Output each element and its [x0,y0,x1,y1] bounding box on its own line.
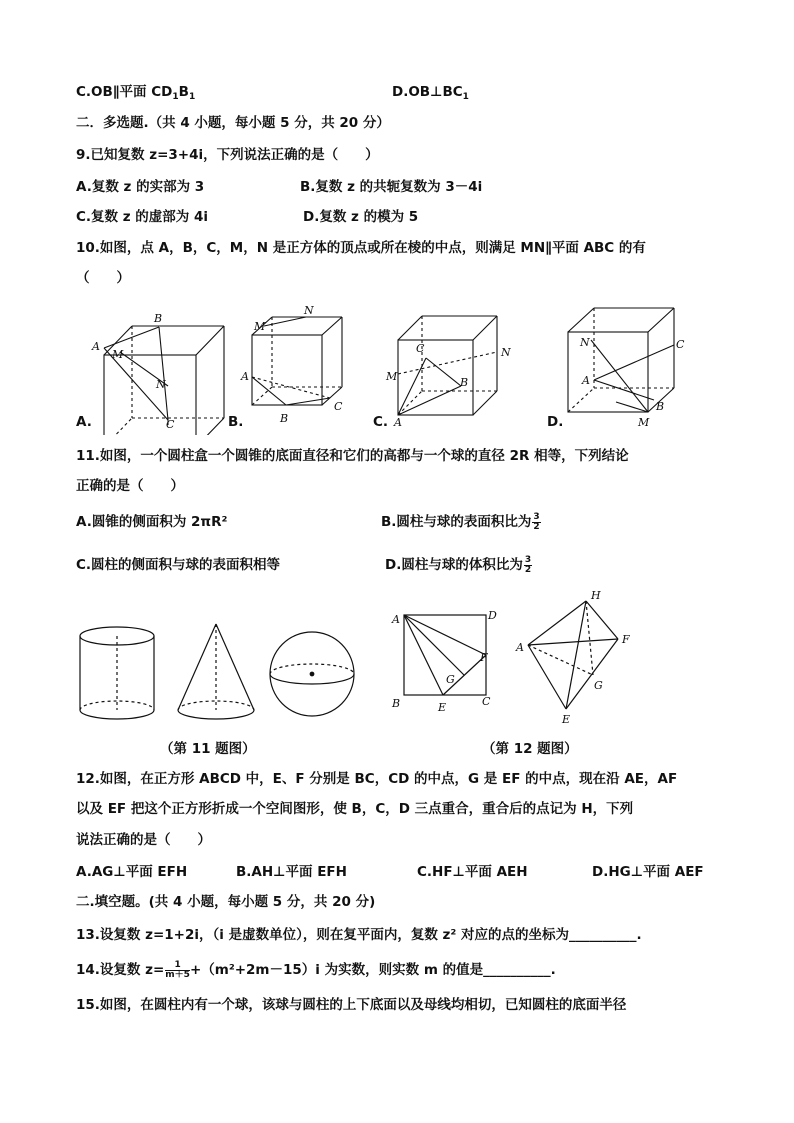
q8-option-d: $D.OB\perp BC_1$ [392,84,469,102]
svg-text:B: B [280,412,289,425]
q11-option-b: B.圆柱与球的表面积比为 $\frac{3}{2}$ [381,511,540,532]
q12-option-b: B.AH⊥平面 EFH [236,864,347,880]
tetrahedron-ahef [515,589,630,726]
label-m: M [112,348,124,361]
q9-stem: 9.已知复数 z=3+4i，下列说法正确的是（ ） [76,147,379,163]
q12-figure-caption: （第 12 题图） [482,741,578,757]
q11-figure-caption: （第 11 题图） [160,741,256,757]
svg-text:C: C [482,695,491,708]
svg-text:C: C [334,400,343,413]
svg-text:B: B [656,400,665,413]
q10-figure-label-b: B. [228,414,244,430]
cube-figure-a [91,312,224,435]
q9-option-d: D.复数 z 的模为 5 [303,209,419,225]
q11-stem-line2: 正确的是（ ） [76,478,184,494]
svg-text:M: M [254,320,266,333]
q10-stem-line2: （ ） [76,270,130,286]
svg-text:N: N [501,346,511,359]
label-b: B [154,312,163,325]
svg-text:C: C [416,342,425,355]
q12-stem-line1: 12.如图，在正方形 ABCD 中，E、F 分别是 BC，CD 的中点，G 是 EF 的中点，现在沿 AE，AF [76,771,678,787]
q10-figure-label-a: A. [76,414,92,430]
cone-shape [178,624,254,719]
svg-text:F: F [480,651,488,664]
q9-option-b: B.复数 z 的共轭复数为 3－4i [300,179,483,195]
q15-text: 15.如图，在圆柱内有一个球，该球与圆柱的上下底面以及母线均相切，已知圆柱的底面半径 [76,997,627,1013]
cylinder-shape [80,627,154,719]
svg-text:E: E [438,701,447,714]
label-a: A [92,340,100,353]
svg-text:M: M [386,370,398,383]
q11-option-a: A.圆锥的侧面积为 2πR² [76,514,228,530]
svg-text:E: E [562,713,571,726]
cube-figure-c [385,316,511,429]
q10-stem-line1: 10.如图，点 A，B，C，M，N 是正方体的顶点或所在棱的中点，则满足 MN∥平面 ABC 的有 [76,240,646,256]
section-fill-blank-title: 二.填空题。(共 4 小题，每小题 5 分，共 20 分) [76,894,376,910]
q12-stem-line3: 说法正确的是（ ） [76,832,211,848]
q12-folding-figure [388,583,648,728]
svg-text:A: A [392,613,400,626]
sphere-shape [270,632,354,716]
q13-text: 13.设复数 z=1+2i，（i 是虚数单位），则在复平面内，复数 z² 对应的点的坐标为__________. [76,927,642,943]
q11-solids-figure [70,610,370,730]
cube-figure-b [240,304,343,425]
svg-text:A: A [516,641,524,654]
svg-text:D: D [488,609,497,622]
q11-stem-line1: 11.如图，一个圆柱盒一个圆锥的底面直径和它们的高都与一个球的直径 2R 相等，下列结论 [76,448,629,464]
q14-text: 14.设复数 z= $\frac{1}{m+5}$ +（m²+2m－15）i 为实数，则实数 m 的值是__________. [76,959,556,980]
q12-option-c: C.HF⊥平面 AEH [417,864,528,880]
q11-option-d: D.圆柱与球的体积比为 $\frac{3}{2}$ [385,554,532,575]
q9-option-a: A.复数 z 的实部为 3 [76,179,205,195]
svg-text:M: M [638,416,650,429]
label-c: C [166,418,175,431]
q12-option-a: A.AG⊥平面 EFH [76,864,188,880]
cube-figure-d [568,308,685,429]
label-n: N [156,378,166,391]
fraction: $\frac{1}{m+5}$ [165,959,190,980]
q10-figure-label-d: D. [547,414,564,430]
svg-text:F: F [622,633,630,646]
fraction: $\frac{3}{2}$ [533,511,540,532]
q12-stem-line2: 以及 EF 把这个正方形折成一个空间图形，使 B，C，D 三点重合，重合后的点记为 H，下列 [76,801,634,817]
q9-option-c: C.复数 z 的虚部为 4i [76,209,209,225]
q12-option-d: D.HG⊥平面 AEF [592,864,704,880]
square-abcd [391,609,497,714]
svg-text:G: G [446,673,455,686]
svg-text:N: N [304,304,314,317]
svg-text:H: H [591,589,601,602]
q10-cube-figures [76,300,794,435]
svg-text:C: C [676,338,685,351]
svg-text:N: N [580,336,590,349]
q11-option-c: C.圆柱的侧面积与球的表面积相等 [76,557,281,573]
section-multiple-choice-title: 二．多选题.（共 4 小题，每小题 5 分，共 20 分） [76,115,390,131]
svg-text:A: A [582,374,590,387]
q10-figure-label-c: C. [373,414,389,430]
svg-text:G: G [594,679,603,692]
svg-text:A: A [394,416,402,429]
svg-text:B: B [460,376,469,389]
svg-text:B: B [392,697,401,710]
svg-text:A: A [241,370,249,383]
q8-option-c: C.OB∥平面 $CD_1B_1$ [76,84,196,102]
fraction: $\frac{3}{2}$ [524,554,532,575]
